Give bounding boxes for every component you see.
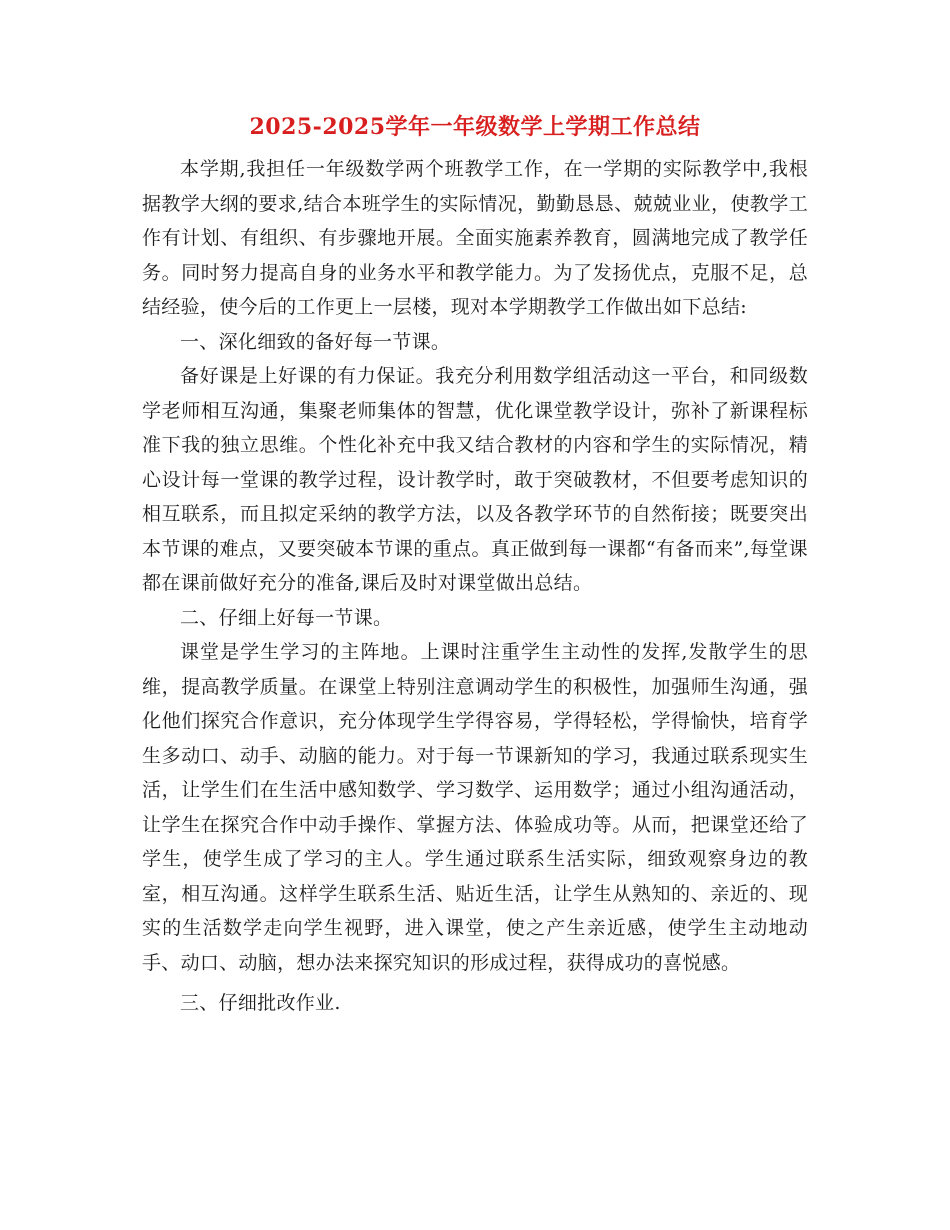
intro-paragraph: 本学期,我担任一年级数学两个班教学工作，在一学期的实际教学中,我根据教学大纲的要求,结合本班学生的实际情况，勤勤恳恳、兢兢业业，使教学工作有计划、有组织、有步骤地开展。全面实施素养教育，圆满地完成了教学任务。同时努力提高自身的业务水平和教学能力。为了发扬优点，克服不足，总结经验，使今后的工作更上一层楼，现对本学期教学工作做出如下总结: <box>142 158 808 318</box>
document-title: 2025-2025学年一年级数学上学期工作总结 <box>249 114 701 140</box>
section-3-heading: 三、仔细批改作业. <box>180 992 341 1014</box>
section-2-body: 课堂是学生学习的主阵地。上课时注重学生主动性的发挥,发散学生的思维，提高教学质量。在课堂上特别注意调动学生的积极性，加强师生沟通，强化他们探究合作意识，充分体现学生学得容易，学得轻松，学得愉快，培育学生多动口、动手、动脑的能力。对于每一节课新知的学习，我通过联系现实生活，让学生们在生活中感知数学、学习数学、运用数学；通过小组沟通活动，让学生在探究合作中动手操作、掌握方法、体验成功等。从而，把课堂还给了学生，使学生成了学习的主人。学生通过联系生活实际，细致观察身边的教室，相互沟通。这样学生联系生活、贴近生活，让学生从熟知的、亲近的、现实的生活数学走向学生视野，进入课堂，使之产生亲近感，使学生主动地动手、动口、动脑，想办法来探究知识的形成过程，获得成功的喜悦感。 <box>142 641 808 974</box>
section-2-heading: 二、仔细上好每一节课。 <box>180 606 393 629</box>
section-1-body: 备好课是上好课的有力保证。我充分利用数学组活动这一平台，和同级数学老师相互沟通，集聚老师集体的智慧，优化课堂教学设计，弥补了新课程标准下我的独立思维。个性化补充中我又结合教材的内容和学生的实际情况，精心设计每一堂课的教学过程，设计教学时，敢于突破教材，不但要考虑知识的相互联系，而且拟定采纳的教学方法，以及各教学环节的自然衔接；既要突出本节课的难点，又要突破本节课的重点。真正做到每一课都“有备而来”,每堂课都在课前做好充分的准备,课后及时对课堂做出总结。 <box>142 365 808 594</box>
section-1-heading: 一、深化细致的备好每一节课。 <box>180 330 451 353</box>
